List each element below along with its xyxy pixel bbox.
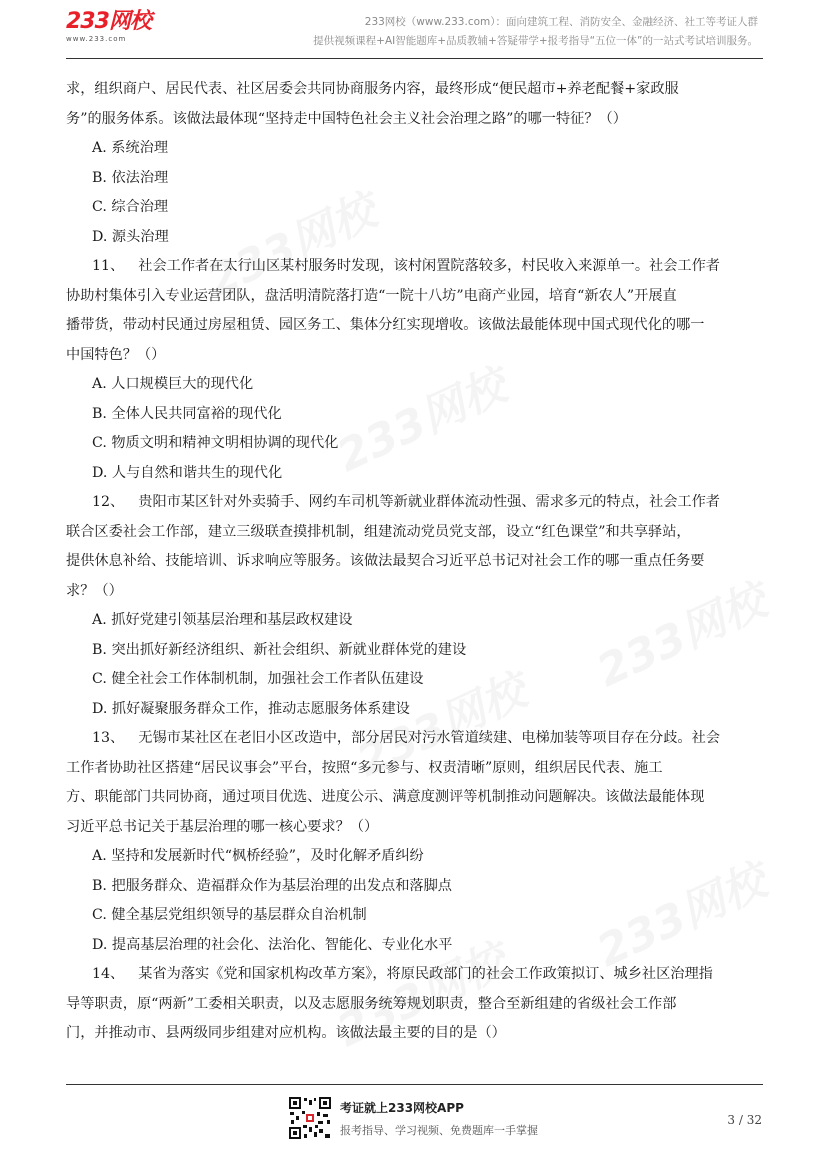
question-text: 贵阳市某区针对外卖骑手、网约车司机等新就业群体流动性强、需求多元的特点，社会工作者: [138, 494, 720, 510]
question-text: 社会工作者在太行山区某村服务时发现，该村闲置院落较多，村民收入来源单一。社会工作者: [138, 258, 720, 274]
header-info-line-1: 233网校（www.233.com）：面向建筑工程、消防安全、金融经济、社工等考证人群: [364, 16, 758, 28]
question-text: 无锡市某社区在老旧小区改造中，部分居民对污水管道续建、电梯加装等项目存在分歧。社会: [138, 730, 720, 746]
text-line: 中国特色？（）: [66, 346, 166, 363]
question-start: [66, 960, 766, 990]
text-line: 提供休息补给、技能培训、诉求响应等服务。该做法最契合习近平总书记对社会工作的哪一重点任务要: [66, 553, 705, 569]
text-line: 联合区委社会工作部，建立三级联查摸排机制，组建流动党员党支部，设立“红色课堂”和共享驿站，: [66, 523, 691, 540]
answer-option: A. 人口规模巨大的现代化: [92, 376, 254, 392]
answer-option: A. 系统治理: [92, 140, 169, 156]
answer-option: C. 健全基层党组织领导的基层群众自治机制: [92, 907, 367, 923]
footer-divider: [66, 1084, 763, 1085]
answer-option: C. 物质文明和精神文明相协调的现代化: [92, 435, 339, 451]
qr-code-icon: [288, 1096, 332, 1140]
answer-option: B. 把服务群众、造福群众作为基层治理的出发点和落脚点: [92, 877, 452, 894]
logo-url: www.233.com: [66, 35, 127, 43]
answer-option: D. 提高基层治理的社会化、法治化、智能化、专业化水平: [92, 936, 453, 953]
answer-option: D. 人与自然和谐共生的现代化: [92, 464, 283, 481]
text-line: 播带货，带动村民通过房屋租赁、园区务工、集体分红实现增收。该做法最能体现中国式现代化的哪一: [66, 317, 705, 333]
answer-option: C. 综合治理: [92, 199, 169, 215]
answer-option: B. 全体人民共同富裕的现代化: [92, 405, 282, 422]
text-line: 务”的服务体系。该做法最体现“坚持走中国特色社会主义社会治理之路”的哪一特征？（）: [66, 110, 627, 127]
logo[interactable]: [66, 10, 166, 44]
text-line: 工作者协助社区搭建“居民议事会”平台，按照“多元参与、权责清晰”原则，组织居民代表、施工: [66, 759, 663, 776]
answer-option: D. 抓好凝聚服务群众工作，推动志愿服务体系建设: [92, 700, 410, 717]
question-number: 12、: [92, 494, 125, 510]
text-line: 求？（）: [66, 582, 123, 599]
text-line: 求，组织商户、居民代表、社区居委会共同协商服务内容，最终形成“便民超市+养老配餐+家政服: [66, 81, 679, 97]
question-start: [66, 252, 766, 282]
question-number: 13、: [92, 730, 125, 746]
text-line: 导等职责，原“两新”工委相关职责，以及志愿服务统筹规划职责，整合至新组建的省级社会工作部: [66, 995, 677, 1012]
question-number: 11、: [92, 258, 125, 274]
answer-option: A. 抓好党建引领基层治理和基层政权建设: [92, 612, 353, 628]
logo-text: 233网校: [66, 9, 151, 34]
header-divider: [66, 58, 763, 59]
text-line: 协助村集体引入专业运营团队，盘活明清院落打造“一院十八坊”电商产业园，培育“新农人”开展直: [66, 287, 677, 304]
text-line: 习近平总书记关于基层治理的哪一核心要求？（）: [66, 818, 379, 835]
header-info: [313, 13, 758, 51]
answer-option: D. 源头治理: [92, 228, 169, 245]
page-number: 3 / 32: [727, 1113, 762, 1127]
question-start: [66, 488, 766, 518]
question-number: 14、: [92, 966, 125, 982]
text-line: 门，并推动市、县两级同步组建对应机构。该做法最主要的目的是（）: [66, 1025, 506, 1041]
answer-option: B. 突出抓好新经济组织、新社会组织、新就业群体党的建设: [92, 641, 467, 658]
answer-option: B. 依法治理: [92, 169, 169, 186]
answer-option: C. 健全社会工作体制机制，加强社会工作者队伍建设: [92, 671, 424, 687]
text-line: 方、职能部门共同协商，通过项目优选、进度公示、满意度测评等机制推动问题解决。该做法最能体现: [66, 789, 705, 805]
document-body: [66, 75, 766, 1049]
question-start: [66, 724, 766, 754]
question-text: 某省为落实《党和国家机构改革方案》，将原民政部门的社会工作政策拟订、城乡社区治理指: [138, 966, 713, 982]
header-info-line-2: 提供视频课程+AI智能题库+品质教辅+答疑带学+报考指导“五位一体”的一站式考试培训服务。: [313, 35, 758, 47]
page-header: [0, 0, 830, 60]
footer-app-subtitle: 报考指导、学习视频、免费题库一手掌握: [340, 1124, 538, 1137]
answer-option: A. 坚持和发展新时代“枫桥经验”，及时化解矛盾纠纷: [92, 848, 424, 864]
footer-app-title[interactable]: 考证就上233网校APP: [340, 1101, 464, 1115]
